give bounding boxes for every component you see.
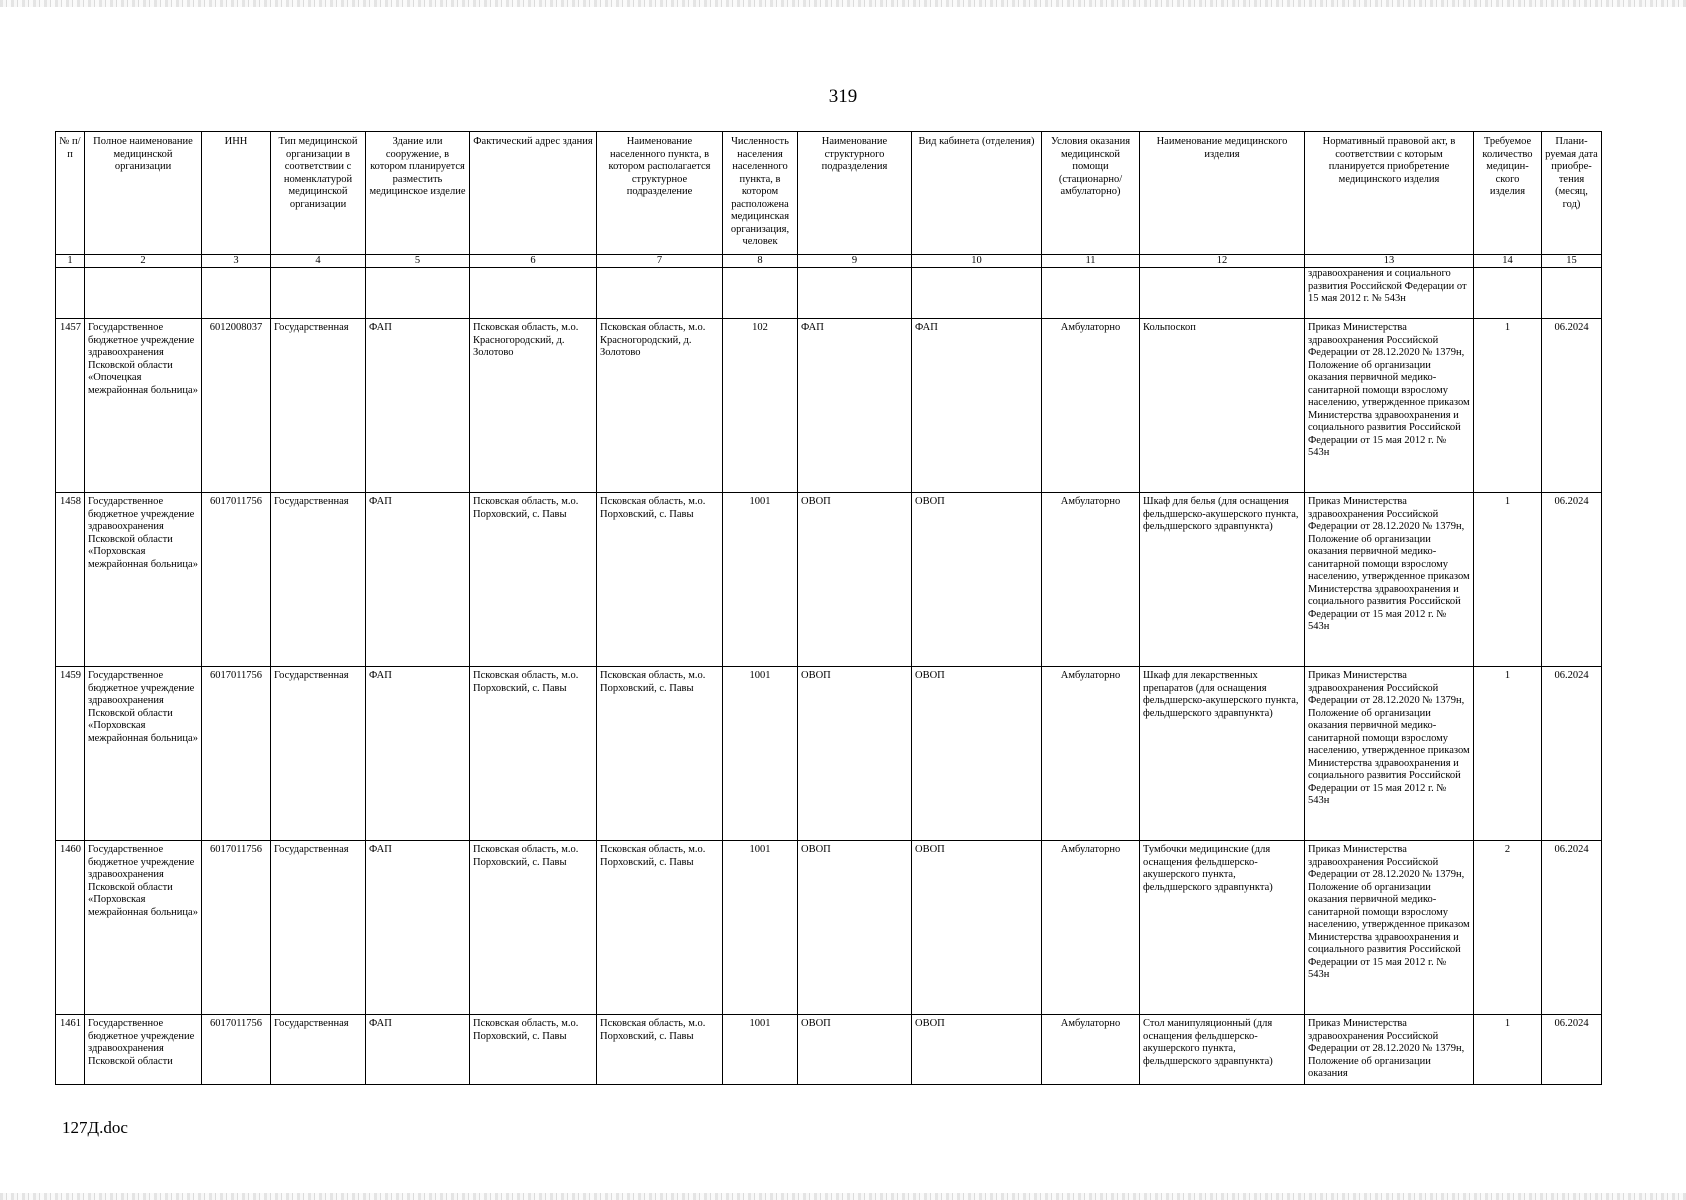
- column-number: 2: [85, 255, 202, 268]
- structural-unit: ОВОП: [798, 493, 912, 667]
- legal-act: Приказ Министерства здравоохранения Российской Федерации от 28.12.2020 № 1379н, Положение об организации оказания первичной медико-санитарной помощи взрослому населению, утвержденное приказом Министерства здравоохранения и социального развития Российской Федерации от 15 мая 2012 г. № 543н: [1305, 319, 1474, 493]
- building: ФАП: [366, 667, 470, 841]
- address: Псковская область, м.о. Порховский, с. Павы: [470, 667, 597, 841]
- settlement: Псковская область, м.о. Порховский, с. Павы: [597, 667, 723, 841]
- org-name: Государственное бюджетное учреждение здравоохранения Псковской области «Опочецкая межрайонная больница»: [85, 319, 202, 493]
- header-cell: Вид кабинета (отделения): [912, 132, 1042, 255]
- population: 1001: [723, 841, 798, 1015]
- header-cell: № п/п: [56, 132, 85, 255]
- medical-device: Шкаф для лекарственных препаратов (для оснащения фельдшерско-акушерского пункта, фельдшерского здравпункта): [1140, 667, 1305, 841]
- cabinet-type: ОВОП: [912, 1015, 1042, 1085]
- header-row: [56, 132, 1602, 255]
- inn: 6017011756: [202, 493, 271, 667]
- column-number-row: [56, 255, 1602, 268]
- building: ФАП: [366, 1015, 470, 1085]
- structural-unit: ОВОП: [798, 1015, 912, 1085]
- column-number: 3: [202, 255, 271, 268]
- medical-device: Стол манипуляционный (для оснащения фельдшерско-акушерского пункта, фельдшерского здравпункта): [1140, 1015, 1305, 1085]
- org-type: Государственная: [271, 667, 366, 841]
- inn: 6017011756: [202, 841, 271, 1015]
- address: Псковская область, м.о. Порховский, с. Павы: [470, 841, 597, 1015]
- scan-edge-top: [0, 0, 1686, 7]
- medical-device: Кольпоскоп: [1140, 319, 1305, 493]
- column-number: 12: [1140, 255, 1305, 268]
- planned-date: 06.2024: [1542, 1015, 1602, 1085]
- population: 1001: [723, 1015, 798, 1085]
- legal-act: Приказ Министерства здравоохранения Российской Федерации от 28.12.2020 № 1379н, Положение об организации оказания первичной медико-санитарной помощи взрослому населению, утвержденное приказом Министерства здравоохранения и социального развития Российской Федерации от 15 мая 2012 г. № 543н: [1305, 667, 1474, 841]
- inn: 6017011756: [202, 667, 271, 841]
- settlement: Псковская область, м.о. Порховский, с. Павы: [597, 1015, 723, 1085]
- column-number: 6: [470, 255, 597, 268]
- header-cell: Наименование населенного пункта, в котором располагается структурное подразделение: [597, 132, 723, 255]
- scan-edge-bottom: [0, 1193, 1686, 1200]
- header-cell: Условия оказания медицинской помощи (стационарно/ амбулаторно): [1042, 132, 1140, 255]
- header-cell: Фактический адрес здания: [470, 132, 597, 255]
- cabinet-type: ОВОП: [912, 493, 1042, 667]
- legal-act: Приказ Министерства здравоохранения Российской Федерации от 28.12.2020 № 1379н, Положение об организации оказания первичной медико-санитарной помощи взрослому населению, утвержденное приказом Министерства здравоохранения и социального развития Российской Федерации от 15 мая 2012 г. № 543н: [1305, 493, 1474, 667]
- org-name: Государственное бюджетное учреждение здравоохранения Псковской области: [85, 1015, 202, 1085]
- page-number: 319: [828, 86, 858, 107]
- legal-act: Приказ Министерства здравоохранения Российской Федерации от 28.12.2020 № 1379н, Положение об организации оказания первичной медико-санитарной помощи взрослому населению, утвержденное приказом Министерства здравоохранения и социального развития Российской Федерации от 15 мая 2012 г. № 543н: [1305, 841, 1474, 1015]
- row-number: 1459: [56, 667, 85, 841]
- care-conditions: Амбулаторно: [1042, 319, 1140, 493]
- population: 1001: [723, 493, 798, 667]
- header-cell: Требуемое количество медицин-ского изделия: [1474, 132, 1542, 255]
- org-type: Государственная: [271, 493, 366, 667]
- org-type: Государственная: [271, 841, 366, 1015]
- continuation-act-cell: здравоохранения и социального развития Российской Федерации от 15 мая 2012 г. № 543н: [1305, 268, 1474, 319]
- org-type: Государственная: [271, 1015, 366, 1085]
- population: 1001: [723, 667, 798, 841]
- address: Псковская область, м.о. Красногородский, д. Золотово: [470, 319, 597, 493]
- column-number: 8: [723, 255, 798, 268]
- row-number: 1461: [56, 1015, 85, 1085]
- legal-act: Приказ Министерства здравоохранения Российской Федерации от 28.12.2020 № 1379н, Положение об организации оказания: [1305, 1015, 1474, 1085]
- structural-unit: ФАП: [798, 319, 912, 493]
- header-cell: Численность населения населенного пункта, в котором расположена медицинская организация, человек: [723, 132, 798, 255]
- header-cell: ИНН: [202, 132, 271, 255]
- column-number: 5: [366, 255, 470, 268]
- care-conditions: Амбулаторно: [1042, 493, 1140, 667]
- column-number: 15: [1542, 255, 1602, 268]
- planned-date: 06.2024: [1542, 841, 1602, 1015]
- address: Псковская область, м.о. Порховский, с. Павы: [470, 1015, 597, 1085]
- building: ФАП: [366, 841, 470, 1015]
- org-type: Государственная: [271, 319, 366, 493]
- quantity: 2: [1474, 841, 1542, 1015]
- column-number: 13: [1305, 255, 1474, 268]
- settlement: Псковская область, м.о. Порховский, с. Павы: [597, 493, 723, 667]
- inn: 6012008037: [202, 319, 271, 493]
- planned-date: 06.2024: [1542, 319, 1602, 493]
- header-cell: Полное наименование медицинской организации: [85, 132, 202, 255]
- care-conditions: Амбулаторно: [1042, 667, 1140, 841]
- planned-date: 06.2024: [1542, 667, 1602, 841]
- table-row: [56, 841, 1602, 1015]
- population: 102: [723, 319, 798, 493]
- structural-unit: ОВОП: [798, 667, 912, 841]
- org-name: Государственное бюджетное учреждение здравоохранения Псковской области «Порховская межрайонная больница»: [85, 841, 202, 1015]
- settlement: Псковская область, м.о. Порховский, с. Павы: [597, 841, 723, 1015]
- row-number: 1460: [56, 841, 85, 1015]
- header-cell: Здание или сооружение, в котором планируется разместить медицинское изделие: [366, 132, 470, 255]
- registry-table: [55, 131, 1602, 1085]
- org-name: Государственное бюджетное учреждение здравоохранения Псковской области «Порховская межрайонная больница»: [85, 667, 202, 841]
- footer-filename: 127Д.doc: [62, 1118, 128, 1137]
- table-row: [56, 667, 1602, 841]
- medical-device: Тумбочки медицинские (для оснащения фельдшерско-акушерского пункта, фельдшерского здравпункта): [1140, 841, 1305, 1015]
- column-number: 9: [798, 255, 912, 268]
- column-number: 1: [56, 255, 85, 268]
- cabinet-type: ОВОП: [912, 667, 1042, 841]
- quantity: 1: [1474, 667, 1542, 841]
- quantity: 1: [1474, 493, 1542, 667]
- header-cell: Нормативный правовой акт, в соответствии с которым планируется приобретение медицинского изделия: [1305, 132, 1474, 255]
- header-cell: Наименование медицинского изделия: [1140, 132, 1305, 255]
- column-number: 4: [271, 255, 366, 268]
- planned-date: 06.2024: [1542, 493, 1602, 667]
- column-number: 7: [597, 255, 723, 268]
- column-number: 11: [1042, 255, 1140, 268]
- quantity: 1: [1474, 1015, 1542, 1085]
- continuation-row: [56, 268, 1602, 319]
- header-cell: Наименование структурного подразделения: [798, 132, 912, 255]
- table-row: [56, 493, 1602, 667]
- inn: 6017011756: [202, 1015, 271, 1085]
- header-cell: Тип медицинской организации в соответствии с номенклатурой медицинской организации: [271, 132, 366, 255]
- building: ФАП: [366, 493, 470, 667]
- structural-unit: ОВОП: [798, 841, 912, 1015]
- care-conditions: Амбулаторно: [1042, 841, 1140, 1015]
- table-row: [56, 1015, 1602, 1085]
- address: Псковская область, м.о. Порховский, с. Павы: [470, 493, 597, 667]
- column-number: 14: [1474, 255, 1542, 268]
- building: ФАП: [366, 319, 470, 493]
- quantity: 1: [1474, 319, 1542, 493]
- row-number: 1458: [56, 493, 85, 667]
- care-conditions: Амбулаторно: [1042, 1015, 1140, 1085]
- header-cell: Плани-руемая дата приобре-тения (месяц, год): [1542, 132, 1602, 255]
- medical-device: Шкаф для белья (для оснащения фельдшерско-акушерского пункта, фельдшерского здравпункта): [1140, 493, 1305, 667]
- row-number: 1457: [56, 319, 85, 493]
- table-row: [56, 319, 1602, 493]
- cabinet-type: ОВОП: [912, 841, 1042, 1015]
- settlement: Псковская область, м.о. Красногородский, д. Золотово: [597, 319, 723, 493]
- cabinet-type: ФАП: [912, 319, 1042, 493]
- org-name: Государственное бюджетное учреждение здравоохранения Псковской области «Порховская межрайонная больница»: [85, 493, 202, 667]
- column-number: 10: [912, 255, 1042, 268]
